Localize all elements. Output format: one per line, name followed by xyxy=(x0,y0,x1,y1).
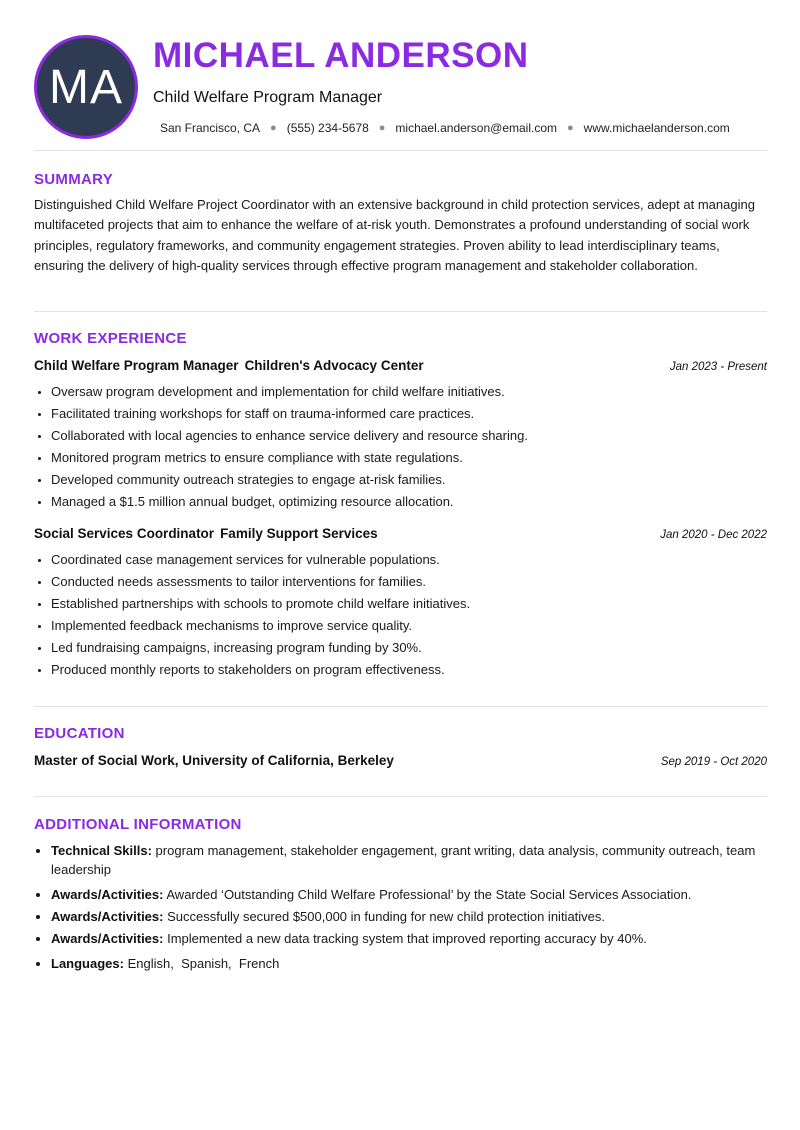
job-bullets xyxy=(34,549,767,681)
contact-website: www.michaelanderson.com xyxy=(583,121,730,135)
contact-email: michael.anderson@email.com xyxy=(395,121,558,135)
list-item xyxy=(51,954,767,973)
summary-text: Distinguished Child Welfare Project Coordinator with an extensive background in child protection services, adept at managing multifaceted projects that aim to enhance the welfare of at-risk youth. Demonstrates a profound understanding of social work principles, regulatory frameworks, and community engagement strategies. Proven ability to lead interdisciplinary teams, ensuring the delivery of high-quality services through effective program management and stakeholder collaboration. xyxy=(34,197,755,273)
item-label: Languages: xyxy=(51,956,124,971)
item-label: Awards/Activities: xyxy=(51,931,164,946)
job-dates: Jan 2020 - Dec 2022 xyxy=(660,529,767,541)
list-item: • Implemented feedback mechanisms to improve service quality. xyxy=(51,615,767,637)
contact-location: San Francisco, CA xyxy=(160,121,261,135)
summary-heading: SUMMARY xyxy=(34,171,114,188)
list-item: • Oversaw program development and implementation for child welfare initiatives. xyxy=(51,381,767,403)
list-item: • Conducted needs assessments to tailor interventions for families. xyxy=(51,571,767,593)
separator-dot-icon: ● xyxy=(567,122,574,134)
item-label: Technical Skills: xyxy=(51,843,152,858)
job-bullets xyxy=(34,381,767,513)
list-item xyxy=(51,907,767,926)
list-item: • Coordinated case management services for vulnerable populations. xyxy=(51,549,767,571)
job-role: Child Welfare Program Manager xyxy=(34,358,239,373)
item-text: English, Spanish, French xyxy=(127,956,280,971)
list-item xyxy=(51,929,767,948)
education-heading: EDUCATION xyxy=(34,725,125,742)
divider xyxy=(34,796,767,797)
item-text: Awarded ‘Outstanding Child Welfare Professional’ by the State Social Services Association. xyxy=(166,887,692,902)
education-degree: Master of Social Work, University of California, Berkeley xyxy=(34,753,394,768)
avatar-initials: MA xyxy=(49,60,123,114)
job-title xyxy=(34,526,378,541)
divider xyxy=(34,150,767,151)
divider xyxy=(34,706,767,707)
candidate-name: MICHAEL ANDERSON xyxy=(153,36,529,75)
list-item: • Collaborated with local agencies to enhance service delivery and resource sharing. xyxy=(51,425,767,447)
list-item: • Facilitated training workshops for staff on trauma-informed care practices. xyxy=(51,403,767,425)
list-item: • Established partnerships with schools to promote child welfare initiatives. xyxy=(51,593,767,615)
additional-information-list xyxy=(34,841,767,976)
job-title xyxy=(34,358,424,373)
list-item: • Monitored program metrics to ensure compliance with state regulations. xyxy=(51,447,767,469)
list-item: • Produced monthly reports to stakeholders on program effectiveness. xyxy=(51,659,767,681)
separator-dot-icon: ● xyxy=(378,122,386,134)
education-entry xyxy=(34,753,767,768)
job-header xyxy=(34,526,767,541)
divider xyxy=(34,311,767,312)
item-text: Successfully secured $500,000 in funding for new child protection initiatives. xyxy=(167,909,606,924)
candidate-title: Child Welfare Program Manager xyxy=(153,89,383,106)
contact-line xyxy=(160,121,730,135)
job-organization: Family Support Services xyxy=(220,526,378,541)
avatar xyxy=(34,35,138,139)
list-item: • Managed a $1.5 million annual budget, optimizing resource allocation. xyxy=(51,491,767,513)
job-role: Social Services Coordinator xyxy=(34,526,215,541)
item-label: Awards/Activities: xyxy=(51,887,164,902)
list-item xyxy=(51,885,767,904)
contact-phone: (555) 234-5678 xyxy=(286,121,369,135)
list-item xyxy=(51,841,767,879)
separator-dot-icon: ● xyxy=(270,122,277,134)
item-text: Implemented a new data tracking system that improved reporting accuracy by 40%. xyxy=(167,931,647,946)
job-dates: Jan 2023 - Present xyxy=(669,361,767,373)
additional-information-heading: ADDITIONAL INFORMATION xyxy=(34,816,242,833)
job-organization: Children's Advocacy Center xyxy=(244,358,424,373)
item-text: program management, stakeholder engagement, grant writing, data analysis, community outreach, team leadership xyxy=(51,843,756,877)
list-item: • Led fundraising campaigns, increasing program funding by 30%. xyxy=(51,637,767,659)
education-dates: Sep 2019 - Oct 2020 xyxy=(660,756,767,768)
work-experience-heading: WORK EXPERIENCE xyxy=(34,330,187,347)
list-item: • Developed community outreach strategies to engage at-risk families. xyxy=(51,469,767,491)
item-label: Awards/Activities: xyxy=(51,909,164,924)
job-header xyxy=(34,358,767,373)
